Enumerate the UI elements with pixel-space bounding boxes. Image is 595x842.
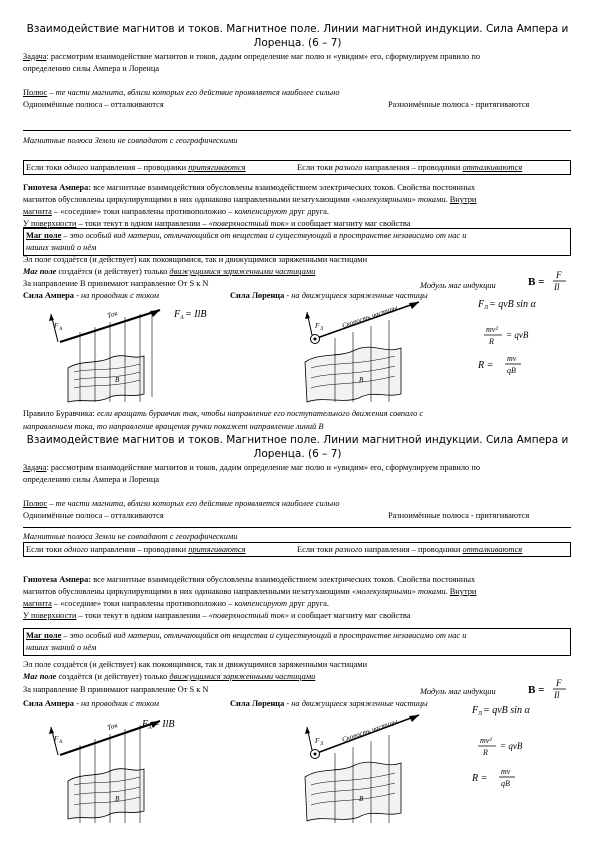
svg-text:A: A [180,315,184,321]
currents-box [23,160,571,175]
svg-text:mv: mv [501,767,511,776]
ampere-force-label: Сила Ампера - на проводник с током [23,291,160,300]
svg-text:A: A [59,740,63,745]
currents-same-copy: Если токи одного направления – проводники притягиваются [26,545,246,554]
pole-definition-copy: Полюс – те части магнита, вблизи которых его действие проявляется наиболее сильно [23,499,340,508]
svg-text:= IlB: = IlB [185,309,207,320]
electric-field-created: Эл поле создаётся (и действует) как покоящимися, так и движущимися заряженными частицами [23,255,368,264]
svg-text:Il: Il [554,282,560,292]
svg-text:F: F [472,705,479,716]
task-line2: определению силы Ампера и Лоренца [23,64,160,73]
task-line2-copy: определению силы Ампера и Лоренца [23,475,160,484]
svg-text:Ток: Ток [106,721,119,732]
ampere-hypothesis-line1-copy: Гипотеза Ампера: все магнитные взаимодействия обусловлены взаимодействием электрических токов. Свойства постоянных [23,575,476,584]
formula-b-module-copy [526,676,572,702]
svg-text:F: F [556,678,562,688]
svg-text:mv²: mv² [480,736,492,745]
b-label-2: B [359,376,364,384]
ampere-hypothesis-line2-copy: магнитов обусловлены циркулирующими в них одинаково направленными незатухающими «молекулярными» токами. Внутри [23,587,477,596]
gimlet-rule-line1: Правило Буравчика: если вращать буравчик так, чтобы направление его поступательного движения совпало с [23,409,424,418]
module-label-copy: Модуль маг индукции [420,687,496,696]
ampere-hypothesis-line1: Гипотеза Ампера: все магнитные взаимодействия обусловлены взаимодействием электрических токов. Свойства постоянных [23,183,476,192]
ampere-force-label-copy: Сила Ампера - на проводник с током [23,699,160,708]
electric-field-created-copy: Эл поле создаётся (и действует) как покоящимися, так и движущимися заряженными частицами [23,660,368,669]
svg-text:Il: Il [554,690,560,700]
page-title-line2-copy: Лоренца. (6 – 7) [253,448,342,460]
svg-text:R =: R = [478,360,494,371]
ampere-hypothesis-line3: магнита – «соседние» токи направлены противоположно – компенсируют друг друга. [23,207,329,216]
svg-text:mv: mv [507,354,517,363]
page-title-copy: Взаимодействие магнитов и токов. Магнитное поле. Линии магнитной индукции. Сила Ампера и [26,434,569,446]
magnetic-field-created: Маг поле создаётся (и действует) только движущимися заряженными частицами [23,267,316,276]
svg-text:qB: qB [507,366,516,375]
earth-poles-note-copy: Магнитные полюса Земли не совпадают с географическими [23,532,238,541]
lorentz-formulas [476,296,576,396]
tok-label: Ток [106,309,119,320]
svg-text:B =: B = [528,684,545,696]
task-text: : рассмотрим взаимодействие магнитов и токов, дадим определение маг полю и «увидим» его, сформулируем правило по [46,52,481,61]
task-label: Задача [23,52,47,61]
svg-text:Л: Л [320,327,324,332]
currents-opposite-copy: Если токи разного направления – проводники отталкиваются [297,545,523,554]
task-line1 [23,51,480,63]
svg-text:A: A [148,725,152,731]
lorentz-force-label-copy: Сила Лоренца - на движущиеся заряженные частицы [230,699,428,708]
divider-copy [23,527,571,528]
field-def-line1: Маг поле – это особый вид материи, отличающийся от вещества и существующий в пространстве независимо от нас и [26,231,467,240]
svg-text:mv²: mv² [486,325,498,334]
svg-text:F: F [174,309,181,320]
currents-same: Если токи одного направления – проводники притягиваются [26,163,246,172]
svg-text:F: F [54,735,59,743]
pole-definition [23,87,340,99]
svg-text:qB: qB [501,779,510,788]
ampere-hypothesis-line2: магнитов обусловлены циркулирующими в них одинаково направленными незатухающими «молекулярными» токами. Внутри [23,195,477,204]
fl-label: F [315,322,320,330]
svg-text:= qvB sin α: = qvB sin α [483,705,530,716]
b-direction-copy: За направление В принимают направление От S к N [23,685,209,694]
page-title-line2: Лоренца. (6 – 7) [253,37,342,49]
b-direction: За направление В принимают направление От S к N [23,279,209,288]
svg-text:F: F [478,299,485,310]
module-label: Модуль маг индукции [420,281,496,290]
poles-different: Разноимённые полюса - притягиваются [388,100,530,109]
svg-text:= qvB sin α: = qvB sin α [489,299,536,310]
formula-b-module [526,268,572,294]
ampere-hypothesis-line4: У поверхности – токи текут в одном направлении – «поверхностный ток» и сообщает магниту маг свойства [23,219,411,228]
svg-text:= qvB: = qvB [500,741,523,751]
svg-text:F: F [315,737,320,745]
ampere-hypothesis-line4-copy: У поверхности – токи текут в одном направлении – «поверхностный ток» и сообщает магниту маг свойства [23,611,411,620]
field-def-line2: наших знаний о нём [26,243,97,252]
svg-text:R =: R = [472,773,488,784]
svg-text:B =: B = [528,276,545,288]
poles-same-copy: Одноимённые полюса – отталкиваются [23,511,164,520]
magnetic-field-created-copy: Маг поле создаётся (и действует) только движущимися заряженными частицами [23,672,316,681]
svg-text:R: R [483,748,488,757]
force-arrow-head-icon [49,314,54,321]
lorentz-formulas-copy [470,701,575,811]
gimlet-rule-line2: направлением тока, то направление вращения ручки покажет направление линий В [23,422,324,431]
current-arrow-icon [150,310,160,317]
svg-text:Л: Л [320,742,324,747]
task-line1-copy: Задача: рассмотрим взаимодействие магнитов и токов, дадим определение маг полю и «увидим» его, сформулируем правило по [23,463,481,472]
currents-box-copy [23,542,571,557]
lorentz-force-label: Сила Лоренца - на движущиеся заряженные частицы [230,291,428,300]
ampere-hypothesis-line3-copy: магнита – «соседние» токи направлены противоположно – компенсируют друг друга. [23,599,329,608]
magnetic-field-definition-box [23,228,571,256]
magnetic-field-definition-box-copy: Маг поле – это особый вид материи, отличающийся от вещества и существующий в пространстве независимо от нас и наших знаний о нём [23,628,571,656]
divider [23,130,571,131]
svg-text:R: R [489,337,494,346]
pole-definition-text: – те части магнита, вблизи которых его действие проявляется наиболее сильно [47,88,340,97]
svg-text:Л: Л [478,711,483,717]
lorentz-force-figure-copy [295,709,455,831]
b-label: B [115,376,120,384]
svg-text:F: F [556,270,562,280]
lorentz-force-figure [295,298,455,408]
currents-opposite: Если токи разного направления – проводники отталкиваются [297,163,523,172]
svg-text:B: B [359,795,364,803]
earth-poles-note: Магнитные полюса Земли не совпадают с географическими [23,136,238,145]
worksheet-copy-bottom [0,421,595,842]
svg-text:= IlB: = IlB [153,719,175,730]
svg-text:Скорость частицы: Скорость частицы [341,717,399,744]
page-title: Взаимодействие магнитов и токов. Магнитное поле. Линии магнитной индукции. Сила Ампера и [26,23,569,35]
svg-text:A: A [59,327,63,332]
velocity-arrow-head-icon [409,302,419,309]
pole-label: Полюс [23,88,48,97]
svg-text:Л: Л [484,305,489,311]
svg-text:B: B [115,795,120,803]
poles-different-copy: Разноимённые полюса - притягиваются [388,511,530,520]
poles-same: Одноимённые полюса – отталкиваются [23,100,164,109]
formula-ampere-copy [140,715,200,731]
speed-label: Скорость частицы [341,303,399,330]
fa-label: F [54,322,59,330]
formula-ampere [172,305,232,321]
svg-text:F: F [142,719,149,730]
svg-text:= qvB: = qvB [506,330,529,340]
